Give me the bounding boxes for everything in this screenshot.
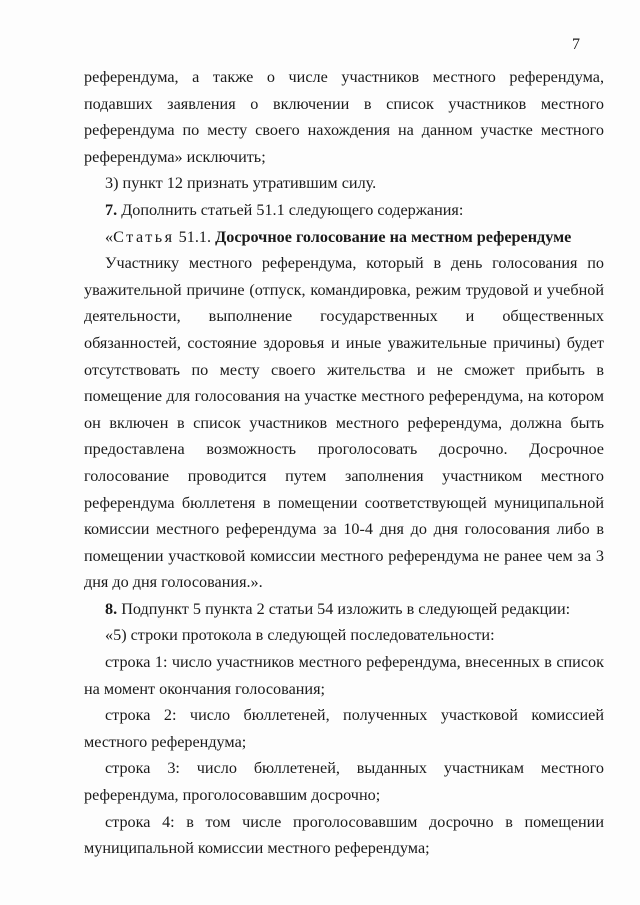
article-quote: «	[105, 227, 114, 246]
point-number: 7.	[105, 200, 118, 219]
document-body	[84, 64, 604, 862]
point-text: Дополнить статьей 51.1 следующего содержания:	[117, 200, 464, 219]
article-number: 51.1.	[174, 227, 216, 246]
article-title: Досрочное голосование на местном референдуме	[215, 227, 572, 246]
paragraph-line-1: строка 1: число участников местного референдума, внесенных в список на момент окончания голосования;	[84, 653, 604, 698]
paragraph-line-3: строка 3: число бюллетеней, выданных участникам местного референдума, проголосовавшим досрочно;	[84, 759, 604, 805]
paragraph-point-7	[84, 197, 604, 224]
paragraph-protocol-lines: «5) строки протокола в следующей последовательности:	[105, 626, 495, 645]
paragraph-item-3: 3) пункт 12 признать утратившим силу.	[105, 174, 377, 193]
paragraph-continuation: референдума, а также о числе участников местного референдума, подавших заявления о включении в список участников местного референдума по месту своего нахождения на данном участке местного референдума» исключить;	[84, 68, 604, 166]
article-heading	[84, 224, 604, 251]
page-number: 7	[572, 36, 580, 53]
point-number: 8.	[105, 599, 118, 618]
article-word: Статья	[113, 227, 175, 246]
paragraph-line-4: строка 4: в том числе проголосовавшим досрочно в помещении муниципальной комиссии местного референдума;	[84, 812, 604, 858]
paragraph-article-body: Участнику местного референдума, который в день голосования по уважительной причине (отпуск, командировка, режим трудовой и учебной деятельности, выполнение государственных и общественных обязанностей, состояние здоровья и иные уважительные причины) будет отсутствовать по месту своего жительства и не сможет прибыть в помещение для голосования на участке местного референдума, на котором он включен в список участников местного референдума, должна быть предоставлена возможность проголосовать досрочно. Досрочное голосование проводится путем заполнения участником местного референдума бюллетеня в помещении соответствующей муниципальной комиссии местного референдума за 10-4 дня до дня голосования либо в помещении участковой комиссии местного референдума не ранее чем за 3 дня до дня голосования.».	[84, 254, 604, 592]
paragraph-line-2: строка 2: число бюллетеней, полученных участковой комиссией местного референдума;	[84, 706, 604, 751]
paragraph-point-8	[84, 596, 604, 623]
point-text: Подпункт 5 пункта 2 статьи 54 изложить в следующей редакции:	[117, 599, 571, 618]
